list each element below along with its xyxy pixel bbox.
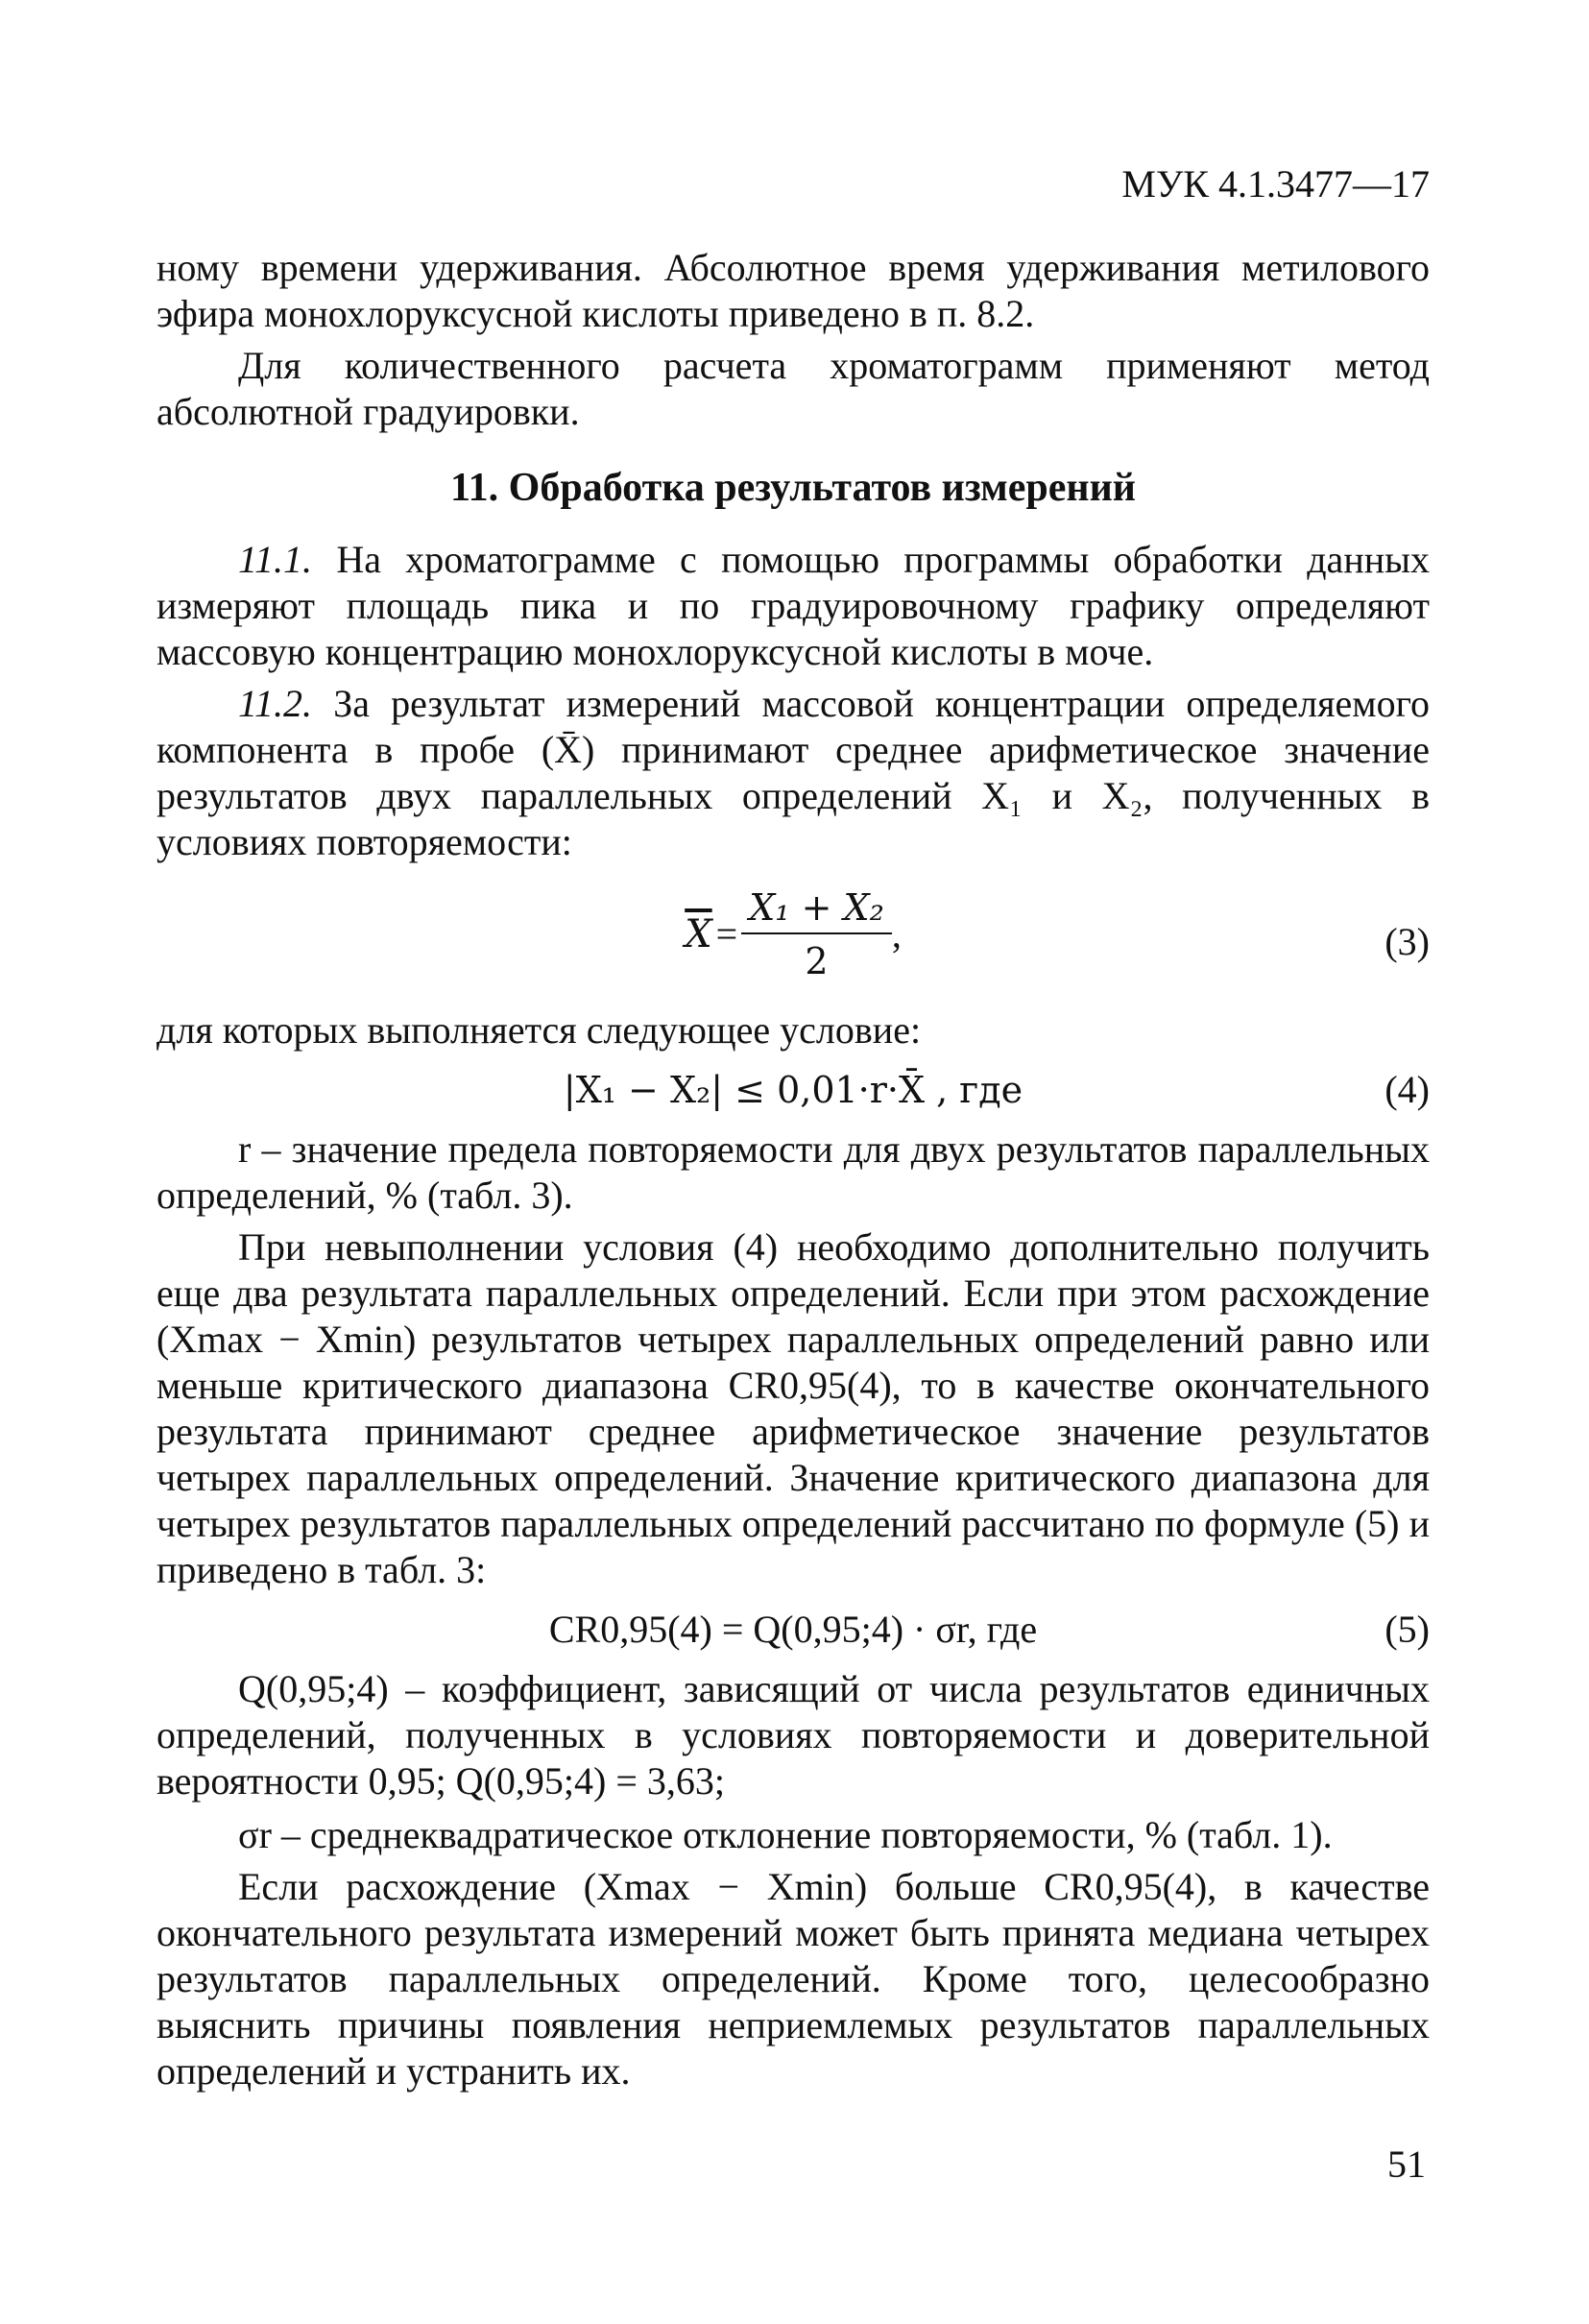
formula-3-numerator: X₁ + X₂ xyxy=(741,886,892,934)
formula-3 xyxy=(156,884,1430,992)
definition-sigma: σr – среднеквадратическое отклонение повторяемости, % (табл. 1). xyxy=(238,1813,1333,1856)
formula-3-expression xyxy=(156,884,1430,984)
formula-5-number: (5) xyxy=(1384,1608,1430,1651)
formula-3-denominator: 2 xyxy=(805,940,829,982)
section-title: 11. Обработка результатов измерений xyxy=(449,466,1137,510)
item-text-11-1: На хроматограмме с помощью программы обработки данных измеряют площадь пика и по градуировочному графику определяют массовую концентрацию монохлоруксусной кислоты в моче. xyxy=(156,538,1430,673)
document-code-header: МУК 4.1.3477—17 xyxy=(1121,162,1430,206)
formula-3-mean-symbol: $\overline{X}$ xyxy=(685,912,712,956)
formula-3-equals: = xyxy=(715,912,738,956)
paragraph-calibration: Для количественного расчета хроматограмм применяют метод абсолютной градуировки. xyxy=(156,344,1430,433)
formula-5 xyxy=(156,1607,1430,1653)
definition-r: r – значение предела повторяемости для двух результатов параллельных определений, % (табл. 3). xyxy=(156,1127,1430,1217)
definition-q: Q(0,95;4) – коэффициент, зависящий от числа результатов единичных определений, полученных в условиях повторяемости и доверительной вероятности 0,95; Q(0,95;4) = 3,63; xyxy=(156,1667,1430,1803)
paragraph-median: Если расхождение (Xmax − Xmin) больше CR0,95(4), в качестве окончательного результата измерений может быть принята медиана четырех результатов параллельных определений. Кроме того, целесообразно выяснить причины появления неприемлемых результатов параллельных определений и устранить их. xyxy=(156,1865,1430,2093)
formula-4 xyxy=(156,1067,1430,1113)
formula-4-expression: |X₁ − X₂| ≤ 0,01·r·X̄ , где xyxy=(563,1069,1023,1111)
paragraph-11-2 xyxy=(156,681,1430,865)
paragraph-condition: для которых выполняется следующее условие: xyxy=(156,1008,922,1052)
item-number-11-2: 11.2. xyxy=(238,682,313,725)
item-number-11-1: 11.1. xyxy=(238,538,313,581)
page-number: 51 xyxy=(1387,2142,1426,2186)
formula-3-fraction xyxy=(741,886,892,982)
formula-4-number: (4) xyxy=(1384,1068,1430,1111)
item-text-11-2: За результат измерений массовой концентрации определяемого компонента в пробе (X̄) принимают среднее арифметическое значение результатов двух параллельных определений X₁ и X₂, полученных в условиях повторяемости: xyxy=(156,682,1430,863)
page-content xyxy=(156,245,1430,2094)
paragraph-11-1 xyxy=(156,537,1430,675)
paragraph-repeat-determinations: При невыполнении условия (4) необходимо дополнительно получить еще два результата параллельных определений. Если при этом расхождение (Xmax − Xmin) результатов четырех параллельных определений равно или меньше критического диапазона CR0,95(4), то в качестве окончательного результата принимают среднее арифметическое значение результатов четырех параллельных определений. Значение критического диапазона для четырех результатов параллельных определений рассчитано по формуле (5) и приведено в табл. 3: xyxy=(156,1225,1430,1591)
formula-3-number: (3) xyxy=(1384,920,1430,963)
formula-3-comma: , xyxy=(891,912,902,956)
formula-5-expression: CR0,95(4) = Q(0,95;4) · σr, где xyxy=(548,1608,1038,1651)
paragraph-retention-time: ному времени удерживания. Абсолютное время удерживания метилового эфира монохлоруксусной кислоты приведено в п. 8.2. xyxy=(156,246,1430,335)
